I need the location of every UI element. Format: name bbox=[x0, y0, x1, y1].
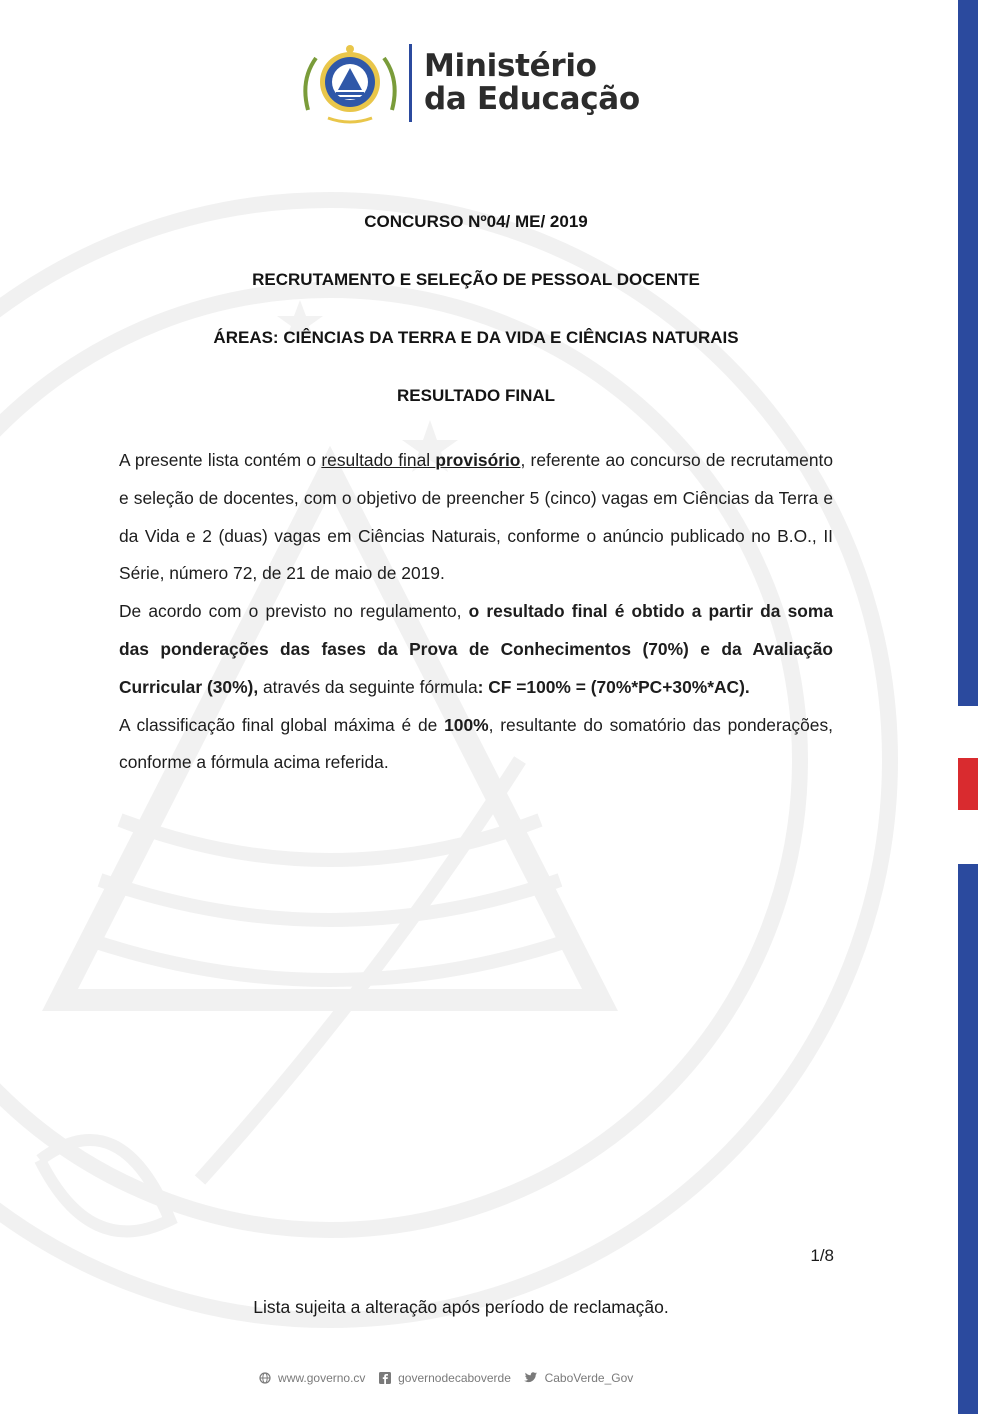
paragraph-classification bbox=[119, 707, 833, 783]
document-body bbox=[119, 442, 833, 782]
side-bar-blue-top bbox=[958, 0, 978, 706]
intro-text: A presente lista contém o bbox=[119, 450, 322, 470]
formula-bold: o resultado final é obtido a partir da soma das ponderações das fases da Prova de Conhecimentos (70%) e da Avaliação Curricular (30%), bbox=[119, 601, 834, 697]
footer bbox=[0, 1370, 892, 1385]
intro-resultado-final: resultado final bbox=[321, 450, 436, 470]
footer-website[interactable]: www.governo.cv bbox=[278, 1370, 366, 1385]
paragraph-formula bbox=[119, 593, 833, 706]
heading-areas: ÁREAS: CIÊNCIAS DA TERRA E DA VIDA E CIÊNCIAS NATURAIS bbox=[213, 328, 739, 347]
twitter-icon bbox=[524, 1372, 537, 1383]
logo-line-1: Ministério bbox=[424, 48, 597, 84]
notice-text: Lista sujeita a alteração após período de reclamação. bbox=[253, 1297, 669, 1317]
side-bar-blue-bottom bbox=[958, 864, 978, 1414]
classification-lead: A classificação final global máxima é de bbox=[119, 714, 445, 735]
footer-facebook[interactable]: governodecaboverde bbox=[398, 1370, 511, 1385]
ministry-logo bbox=[298, 40, 658, 126]
heading-recrutamento: RECRUTAMENTO E SELEÇÃO DE PESSOAL DOCENTE bbox=[252, 270, 700, 289]
intro-rest: , referente ao concurso de recrutamento e seleção de docentes, com o objetivo de preencher 5 (cinco) vagas em Ciências da Terra e da Vida e 2 (duas) vagas em Ciências Naturais, conforme o anúncio publicado no B.O., II Série, número 72, de 21 de maio de 2019. bbox=[119, 450, 834, 584]
formula-expression: : CF =100% = (70%*PC+30%*AC). bbox=[477, 676, 750, 697]
facebook-icon bbox=[379, 1372, 391, 1384]
classification-rest: , resultante do somatório das ponderações, conforme a fórmula acima referida. bbox=[119, 714, 833, 773]
intro-provisorio: provisório bbox=[435, 450, 521, 470]
side-bar-red bbox=[958, 758, 978, 810]
page-number: 1/8 bbox=[810, 1246, 834, 1265]
logo-line-2: da Educação bbox=[424, 81, 640, 117]
paragraph-intro bbox=[119, 442, 833, 593]
logo-divider bbox=[409, 44, 412, 122]
footer-twitter[interactable]: CaboVerde_Gov bbox=[544, 1370, 634, 1385]
heading-concurso: CONCURSO Nº04/ ME/ 2019 bbox=[364, 212, 588, 231]
formula-middle: através da seguinte fórmula bbox=[258, 676, 478, 697]
national-seal-icon bbox=[298, 40, 402, 126]
globe-icon bbox=[259, 1372, 271, 1384]
heading-resultado-final: RESULTADO FINAL bbox=[396, 386, 556, 405]
logo-wordmark bbox=[424, 50, 640, 116]
formula-lead: De acordo com o previsto no regulamento, bbox=[119, 601, 469, 622]
intro-underlined bbox=[321, 450, 520, 470]
classification-max: 100% bbox=[444, 714, 489, 735]
